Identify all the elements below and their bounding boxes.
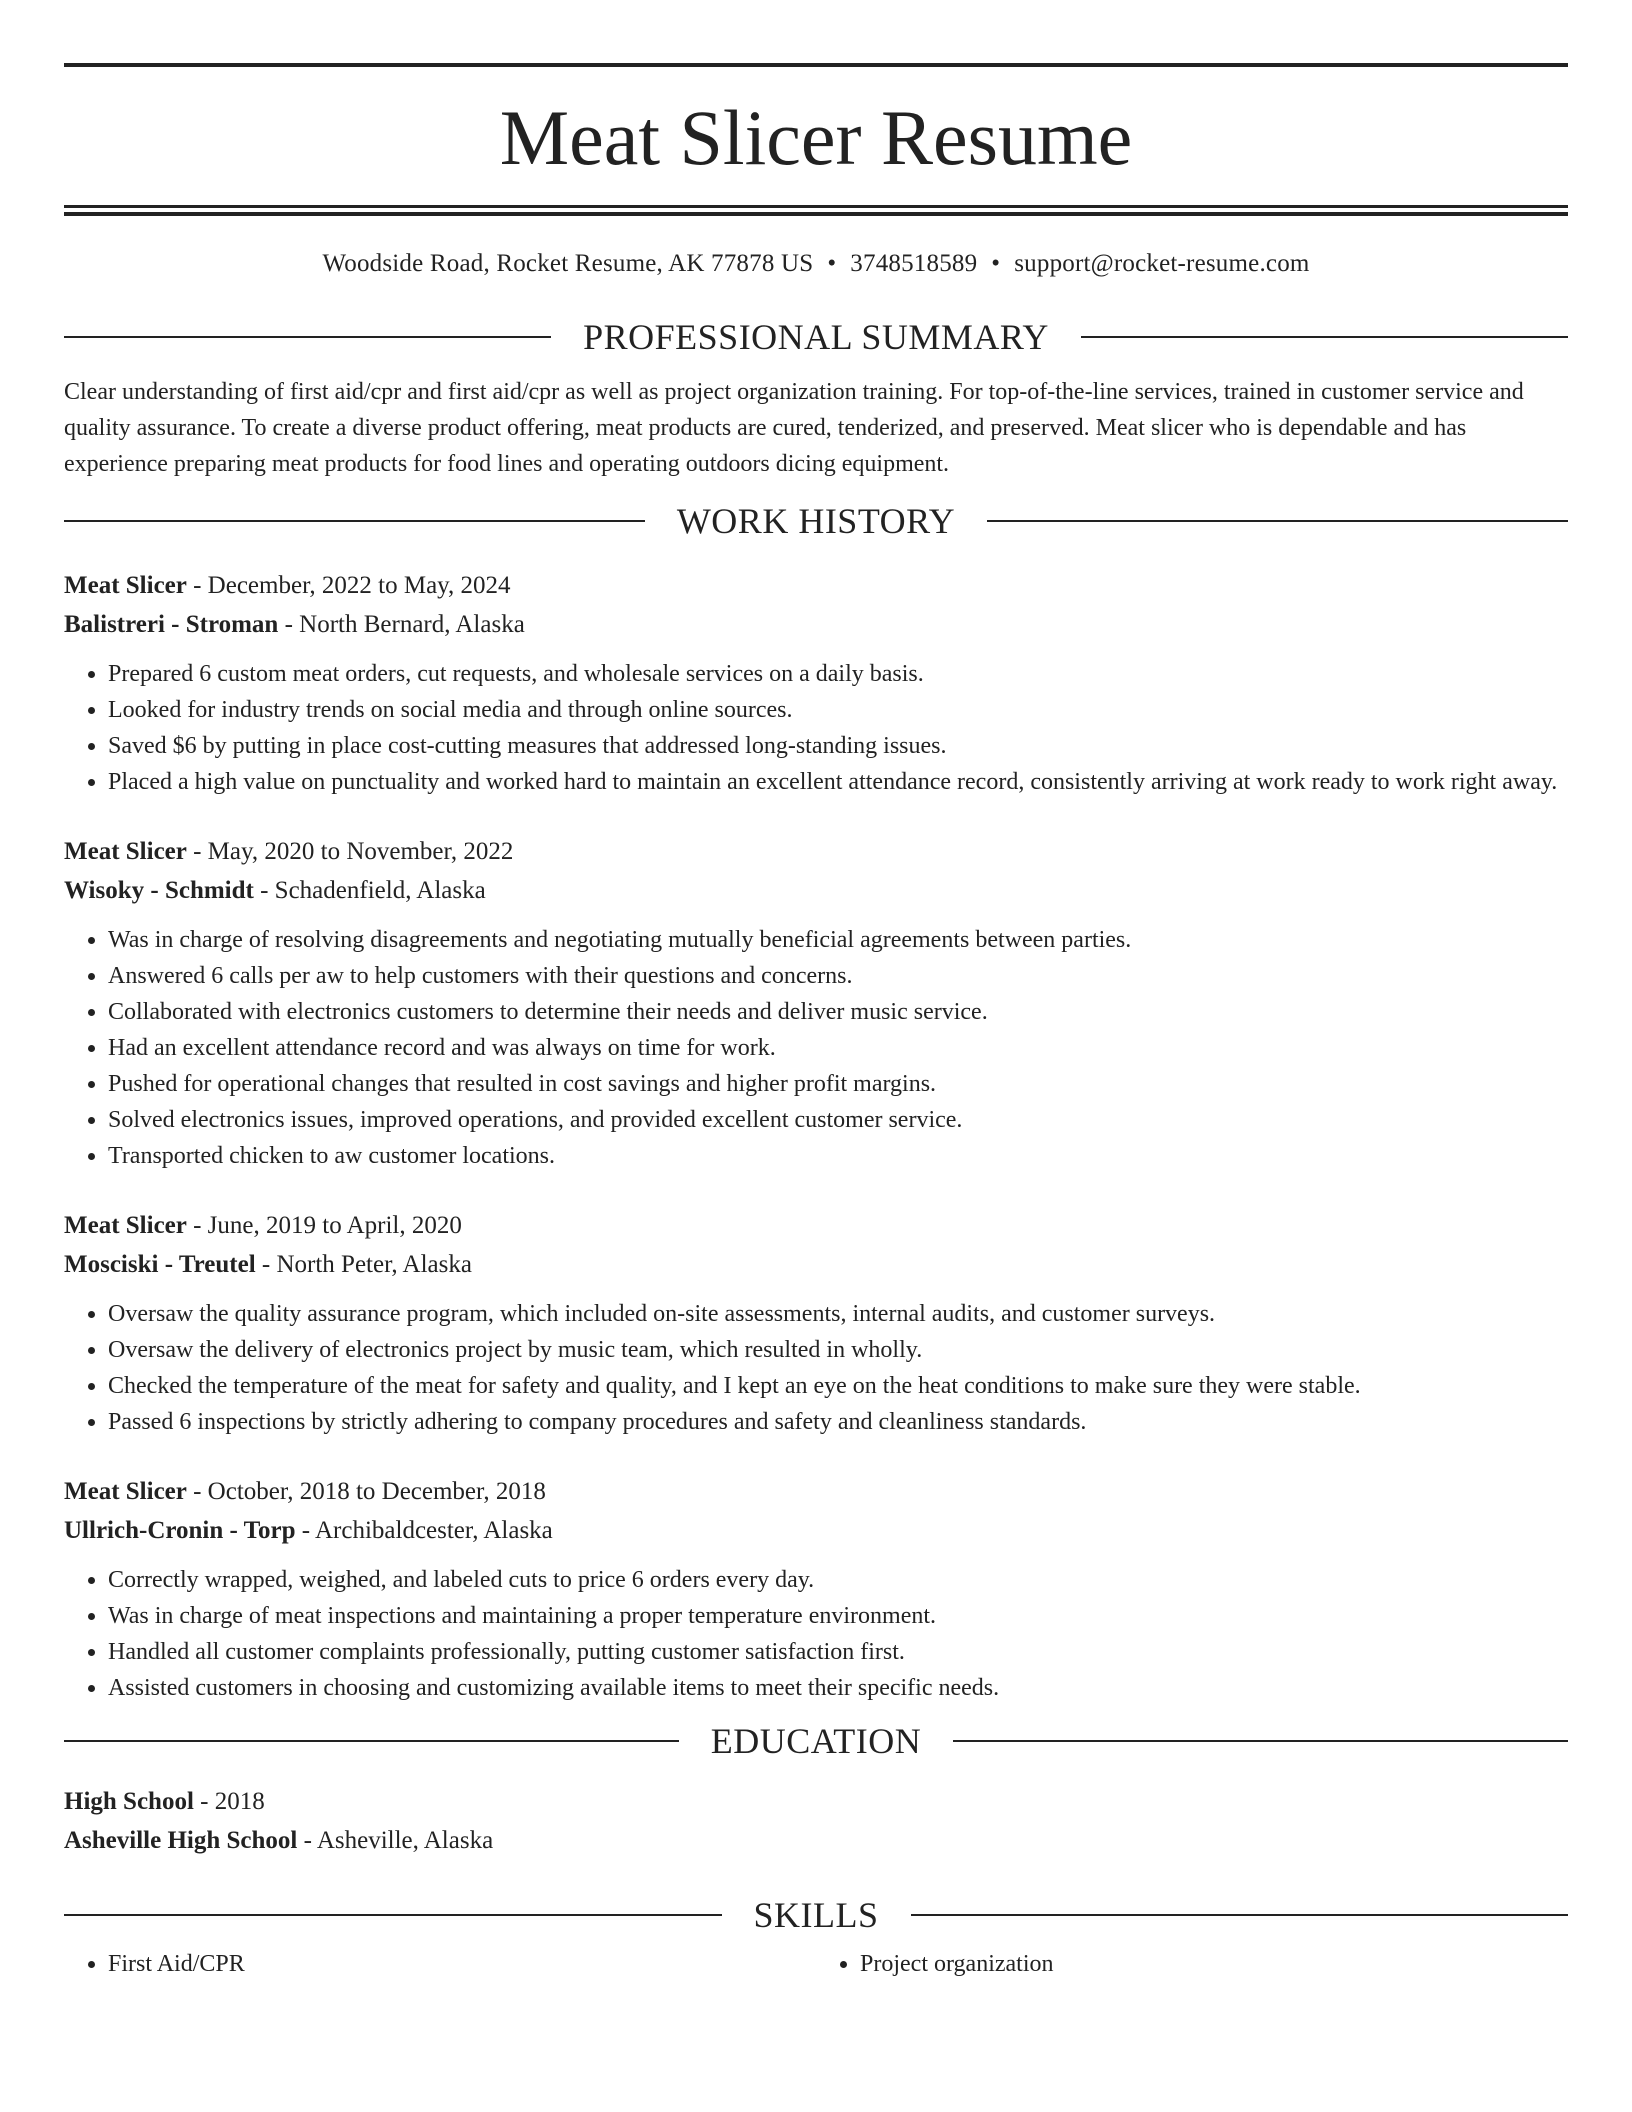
job-entry <box>64 1472 1568 1706</box>
skills-left-list <box>64 1946 816 1982</box>
job-entry <box>64 832 1568 1174</box>
work-heading: WORK HISTORY <box>676 501 956 541</box>
contact-separator: • <box>827 250 837 277</box>
heading-rule-left <box>64 1740 679 1742</box>
heading-rule-right <box>1081 336 1568 338</box>
summary-section-heading <box>64 316 1568 358</box>
job-company: Ullrich-Cronin - Torp <box>64 1517 296 1544</box>
heading-rule-left <box>64 336 551 338</box>
job-bullet: • Oversaw the delivery of electronics project by music team, which resulted in wholly. <box>108 1332 1568 1368</box>
job-dates: - October, 2018 to December, 2018 <box>186 1478 546 1505</box>
skills-columns <box>64 1946 1568 1982</box>
job-role: Meat Slicer <box>64 838 187 865</box>
job-company: Wisoky - Schmidt <box>64 877 254 904</box>
summary-text: Clear understanding of first aid/cpr and first aid/cpr as well as project organization training. For top-of-the-line services, trained in customer service and quality assurance. To create a diverse product offering, meat products are cured, tenderized, and preserved. Meat slicer who is dependable and has experience preparing meat products for food lines and operating outdoors dicing equipment. <box>64 379 1524 477</box>
skills-heading: SKILLS <box>753 1895 879 1935</box>
job-bullet: • Had an excellent attendance record and was always on time for work. <box>108 1030 1568 1066</box>
education-section-heading <box>64 1720 1568 1762</box>
education-degree: High School <box>64 1788 194 1815</box>
contact-address: Woodside Road, Rocket Resume, AK 77878 US <box>322 250 814 277</box>
job-company-line <box>64 1511 1568 1550</box>
heading-rule-left <box>64 520 645 522</box>
job-title-line <box>64 566 1568 605</box>
job-location: - Archibaldcester, Alaska <box>295 1517 553 1544</box>
job-bullet: • Assisted customers in choosing and customizing available items to meet their specific needs. <box>108 1670 1568 1706</box>
education-entry <box>64 1782 1568 1860</box>
summary-heading: PROFESSIONAL SUMMARY <box>583 317 1049 357</box>
education-school-line <box>64 1821 1568 1860</box>
job-bullet: • Oversaw the quality assurance program, which included on-site assessments, internal audits, and customer surveys. <box>108 1296 1568 1332</box>
job-bullets <box>64 1562 1568 1706</box>
job-bullet: • Prepared 6 custom meat orders, cut requests, and wholesale services on a daily basis. <box>108 656 1568 692</box>
job-location: - North Bernard, Alaska <box>278 611 525 638</box>
job-bullet: • Transported chicken to aw customer locations. <box>108 1138 1568 1174</box>
job-location: - North Peter, Alaska <box>255 1251 472 1278</box>
skills-right-list <box>816 1946 1568 1982</box>
job-role: Meat Slicer <box>64 1212 187 1239</box>
job-company-line <box>64 605 1568 644</box>
job-bullet: • Collaborated with electronics customers to determine their needs and deliver music service. <box>108 994 1568 1030</box>
job-bullets <box>64 656 1568 800</box>
education-heading: EDUCATION <box>710 1721 922 1761</box>
resume-page <box>64 0 1568 1982</box>
job-dates: - May, 2020 to November, 2022 <box>186 838 514 865</box>
job-bullets <box>64 922 1568 1174</box>
job-company-line <box>64 871 1568 910</box>
heading-rule-right <box>987 520 1568 522</box>
job-bullet: • Checked the temperature of the meat for safety and quality, and I kept an eye on the heat conditions to make sure they were stable. <box>108 1368 1568 1404</box>
job-entry <box>64 566 1568 800</box>
job-bullet: • Was in charge of meat inspections and maintaining a proper temperature environment. <box>108 1598 1568 1634</box>
education-degree-line <box>64 1782 1568 1821</box>
job-title-line <box>64 832 1568 871</box>
title-double-rule <box>64 205 1568 216</box>
skills-section-heading <box>64 1894 1568 1936</box>
job-bullet: • Correctly wrapped, weighed, and labeled cuts to price 6 orders every day. <box>108 1562 1568 1598</box>
job-role: Meat Slicer <box>64 572 187 599</box>
job-title-line <box>64 1206 1568 1245</box>
job-dates: - December, 2022 to May, 2024 <box>186 572 511 599</box>
heading-rule-left <box>64 1914 722 1916</box>
job-bullet: • Handled all customer complaints professionally, putting customer satisfaction first. <box>108 1634 1568 1670</box>
job-bullet: • Solved electronics issues, improved operations, and provided excellent customer service. <box>108 1102 1568 1138</box>
job-title-line <box>64 1472 1568 1511</box>
skill-item: • First Aid/CPR <box>108 1946 816 1982</box>
education-school: Asheville High School <box>64 1827 298 1854</box>
job-company: Balistreri - Stroman <box>64 611 279 638</box>
job-bullet: • Answered 6 calls per aw to help customers with their questions and concerns. <box>108 958 1568 994</box>
job-role: Meat Slicer <box>64 1478 187 1505</box>
job-bullet: • Looked for industry trends on social media and through online sources. <box>108 692 1568 728</box>
education-location: - Asheville, Alaska <box>297 1827 494 1854</box>
contact-email: support@rocket-resume.com <box>1014 250 1310 277</box>
job-bullet: • Was in charge of resolving disagreements and negotiating mutually beneficial agreements between parties. <box>108 922 1568 958</box>
job-bullet: • Placed a high value on punctuality and worked hard to maintain an excellent attendance record, consistently arriving at work ready to work right away. <box>108 764 1568 800</box>
contact-separator: • <box>991 250 1001 277</box>
job-bullets <box>64 1296 1568 1440</box>
skill-item: • Project organization <box>860 1946 1568 1982</box>
contact-line <box>64 250 1568 278</box>
job-company: Mosciski - Treutel <box>64 1251 256 1278</box>
job-bullet: • Passed 6 inspections by strictly adhering to company procedures and safety and cleanliness standards. <box>108 1404 1568 1440</box>
resume-title: Meat Slicer Resume <box>499 94 1133 181</box>
contact-phone: 3748518589 <box>850 250 978 277</box>
job-entry <box>64 1206 1568 1440</box>
job-location: - Schadenfield, Alaska <box>253 877 486 904</box>
heading-rule-right <box>911 1914 1569 1916</box>
top-rule <box>64 63 1568 67</box>
work-section-heading <box>64 500 1568 542</box>
job-bullet: • Pushed for operational changes that resulted in cost savings and higher profit margins. <box>108 1066 1568 1102</box>
job-company-line <box>64 1245 1568 1284</box>
job-bullet: • Saved $6 by putting in place cost-cutting measures that addressed long-standing issues. <box>108 728 1568 764</box>
job-dates: - June, 2019 to April, 2020 <box>186 1212 462 1239</box>
heading-rule-right <box>953 1740 1568 1742</box>
education-year: - 2018 <box>193 1788 265 1815</box>
